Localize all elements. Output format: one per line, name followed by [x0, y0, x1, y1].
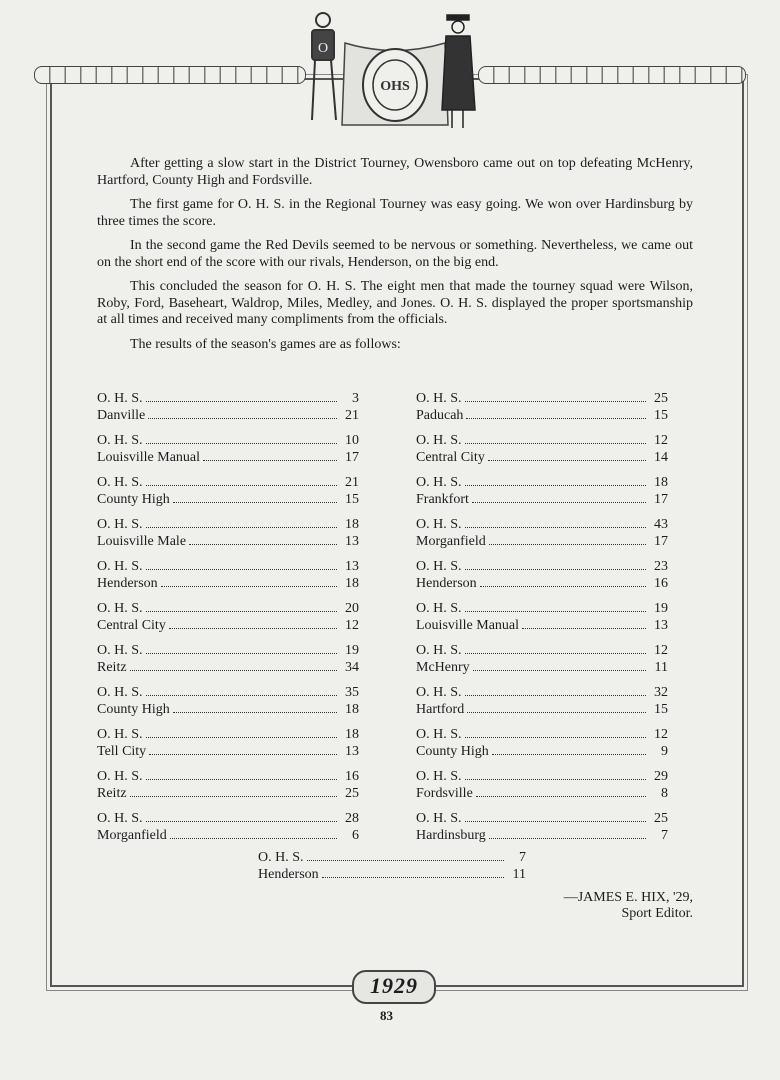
- score-line: [258, 850, 526, 867]
- score: 25: [654, 391, 668, 406]
- score-line: [416, 786, 668, 803]
- score-line: [416, 769, 668, 786]
- team-name: O. H. S.: [416, 643, 462, 658]
- game-result: [416, 391, 668, 424]
- scroll-ornament-left: [34, 66, 306, 84]
- team-name: O. H. S.: [97, 685, 143, 700]
- score: 11: [654, 659, 668, 675]
- score: 13: [345, 559, 359, 574]
- team-name: Fordsville: [416, 785, 473, 801]
- score: 6: [352, 827, 359, 843]
- game-result: [97, 517, 359, 550]
- score: 15: [654, 407, 668, 423]
- team-name: Paducah: [416, 407, 464, 423]
- score: 7: [519, 850, 526, 865]
- dot-leader: [465, 569, 646, 570]
- score: 12: [654, 727, 668, 742]
- score: 16: [654, 575, 668, 591]
- dot-leader: [465, 779, 646, 780]
- team-name: O. H. S.: [258, 850, 304, 865]
- score: 8: [661, 785, 668, 801]
- score: 25: [345, 785, 359, 801]
- game-result: [97, 601, 359, 634]
- score: 15: [345, 491, 359, 507]
- game-result: [97, 475, 359, 508]
- score-line: [258, 867, 526, 884]
- score-line: [416, 601, 668, 618]
- game-result: [416, 559, 668, 592]
- score: 43: [654, 517, 668, 532]
- score-line: [97, 408, 359, 425]
- score-line: [97, 576, 359, 593]
- game-result: [416, 433, 668, 466]
- score-line: [97, 492, 359, 509]
- team-name: O. H. S.: [97, 811, 143, 826]
- dot-leader: [307, 860, 504, 861]
- dot-leader: [466, 418, 646, 419]
- dot-leader: [472, 502, 646, 503]
- team-name: O. H. S.: [97, 643, 143, 658]
- score: 25: [654, 811, 668, 826]
- game-result: [258, 850, 526, 883]
- team-name: O. H. S.: [416, 769, 462, 784]
- team-name: County High: [416, 743, 489, 759]
- dot-leader: [465, 443, 646, 444]
- score-line: [97, 391, 359, 408]
- score-line: [416, 433, 668, 450]
- score-line: [416, 450, 668, 467]
- game-result: [97, 643, 359, 676]
- score-line: [97, 769, 359, 786]
- dot-leader: [189, 544, 337, 545]
- score: 15: [654, 701, 668, 717]
- dot-leader: [146, 611, 337, 612]
- team-name: County High: [97, 701, 170, 717]
- team-name: O. H. S.: [416, 391, 462, 406]
- team-name: O. H. S.: [97, 559, 143, 574]
- dot-leader: [465, 401, 646, 402]
- score: 12: [654, 433, 668, 448]
- scroll-ornament-right: [478, 66, 746, 84]
- team-name: O. H. S.: [416, 475, 462, 490]
- dot-leader: [203, 460, 337, 461]
- dot-leader: [480, 586, 646, 587]
- results-final-game: [258, 850, 526, 892]
- results-column-right: [416, 391, 668, 853]
- team-name: Reitz: [97, 785, 127, 801]
- game-result: [416, 769, 668, 802]
- score-line: [97, 660, 359, 677]
- game-result: [97, 811, 359, 844]
- score: 9: [661, 743, 668, 759]
- score: 35: [345, 685, 359, 700]
- paragraph: The results of the season's games are as follows:: [130, 336, 401, 352]
- article-body: [97, 156, 693, 361]
- score: 12: [654, 643, 668, 658]
- game-result: [416, 643, 668, 676]
- dot-leader: [465, 821, 646, 822]
- author-title: Sport Editor.: [621, 906, 693, 921]
- score-line: [97, 517, 359, 534]
- score-line: [416, 534, 668, 551]
- game-result: [97, 391, 359, 424]
- team-name: McHenry: [416, 659, 470, 675]
- team-name: County High: [97, 491, 170, 507]
- score: 13: [345, 743, 359, 759]
- dot-leader: [489, 544, 646, 545]
- score: 17: [654, 533, 668, 549]
- score-line: [97, 559, 359, 576]
- dot-leader: [130, 796, 337, 797]
- dot-leader: [146, 569, 337, 570]
- score-line: [416, 408, 668, 425]
- score: 21: [345, 475, 359, 490]
- paragraph: In the second game the Red Devils seemed to be nervous or something. Nevertheless, we came out on the short end of the score with our rivals, Henderson, on the big end.: [97, 238, 693, 270]
- dot-leader: [488, 460, 646, 461]
- dot-leader: [146, 485, 337, 486]
- score-line: [97, 744, 359, 761]
- game-result: [416, 685, 668, 718]
- game-result: [97, 769, 359, 802]
- score-line: [97, 618, 359, 635]
- team-name: Hardinsburg: [416, 827, 486, 843]
- dot-leader: [169, 628, 337, 629]
- score-line: [416, 391, 668, 408]
- score-line: [416, 660, 668, 677]
- score: 12: [345, 617, 359, 633]
- score-line: [97, 811, 359, 828]
- dot-leader: [146, 821, 337, 822]
- team-name: Frankfort: [416, 491, 469, 507]
- dot-leader: [146, 695, 337, 696]
- dot-leader: [465, 695, 646, 696]
- team-name: Danville: [97, 407, 146, 423]
- team-name: O. H. S.: [416, 727, 462, 742]
- dot-leader: [522, 628, 646, 629]
- dot-leader: [146, 737, 337, 738]
- team-name: Reitz: [97, 659, 127, 675]
- score-line: [97, 643, 359, 660]
- score-line: [416, 475, 668, 492]
- score: 10: [345, 433, 359, 448]
- score-line: [416, 559, 668, 576]
- results-column-left: [97, 391, 359, 853]
- dot-leader: [130, 670, 337, 671]
- score: 32: [654, 685, 668, 700]
- score: 34: [345, 659, 359, 675]
- game-result: [416, 601, 668, 634]
- team-name: Louisville Manual: [416, 617, 520, 633]
- team-name: Central City: [97, 617, 166, 633]
- score: 14: [654, 449, 668, 465]
- dot-leader: [146, 401, 337, 402]
- score-line: [416, 492, 668, 509]
- dot-leader: [492, 754, 646, 755]
- score-line: [416, 727, 668, 744]
- score: 17: [345, 449, 359, 465]
- score: 13: [654, 617, 668, 633]
- team-name: O. H. S.: [97, 517, 143, 532]
- team-name: Morganfield: [416, 533, 486, 549]
- dot-leader: [467, 712, 646, 713]
- dot-leader: [146, 779, 337, 780]
- dot-leader: [473, 670, 646, 671]
- team-name: Morganfield: [97, 827, 167, 843]
- score: 17: [654, 491, 668, 507]
- score: 19: [345, 643, 359, 658]
- score: 23: [654, 559, 668, 574]
- score-line: [97, 685, 359, 702]
- team-name: Henderson: [416, 575, 477, 591]
- team-name: Tell City: [97, 743, 147, 759]
- dot-leader: [149, 754, 337, 755]
- score-line: [416, 576, 668, 593]
- score: 18: [654, 475, 668, 490]
- game-result: [416, 517, 668, 550]
- game-result: [97, 685, 359, 718]
- score-line: [97, 450, 359, 467]
- dot-leader: [173, 712, 337, 713]
- dot-leader: [170, 838, 337, 839]
- score-line: [416, 702, 668, 719]
- score: 13: [345, 533, 359, 549]
- score: 18: [345, 701, 359, 717]
- dot-leader: [146, 527, 337, 528]
- team-name: Henderson: [258, 866, 319, 882]
- score-line: [97, 727, 359, 744]
- score-line: [97, 475, 359, 492]
- dot-leader: [161, 586, 337, 587]
- dot-leader: [322, 877, 504, 878]
- score-line: [416, 828, 668, 845]
- score-line: [416, 685, 668, 702]
- game-result: [416, 811, 668, 844]
- paragraph: This concluded the season for O. H. S. The eight men that made the tourney squad were Wilson, Roby, Ford, Baseheart, Waldrop, Miles, Medley, and Jones. O. H. S. displayed the proper sportsmanship at all times and received many compliments from the officials.: [97, 279, 693, 327]
- score: 21: [345, 407, 359, 423]
- team-name: Central City: [416, 449, 485, 465]
- athlete-figure: [312, 13, 336, 120]
- score-line: [97, 601, 359, 618]
- team-name: O. H. S.: [416, 559, 462, 574]
- score-line: [97, 534, 359, 551]
- page-number: 83: [380, 1008, 393, 1023]
- score: 7: [661, 827, 668, 843]
- dot-leader: [465, 737, 646, 738]
- school-seal: [363, 49, 427, 121]
- dot-leader: [146, 443, 337, 444]
- game-result: [416, 727, 668, 760]
- score: 18: [345, 575, 359, 591]
- dot-leader: [489, 838, 646, 839]
- dot-leader: [476, 796, 646, 797]
- team-name: O. H. S.: [416, 601, 462, 616]
- score: 16: [345, 769, 359, 784]
- author-name: —JAMES E. HIX, '29,: [563, 890, 693, 905]
- score: 29: [654, 769, 668, 784]
- game-result: [97, 559, 359, 592]
- svg-text:OHS: OHS: [380, 79, 410, 94]
- dot-leader: [465, 611, 646, 612]
- score-line: [97, 433, 359, 450]
- score-line: [97, 828, 359, 845]
- signature: [564, 890, 693, 922]
- team-name: O. H. S.: [97, 727, 143, 742]
- score: 19: [654, 601, 668, 616]
- team-name: O. H. S.: [416, 685, 462, 700]
- game-result: [416, 475, 668, 508]
- team-name: O. H. S.: [97, 433, 143, 448]
- dot-leader: [148, 418, 337, 419]
- team-name: O. H. S.: [416, 517, 462, 532]
- score-line: [416, 643, 668, 660]
- score-line: [416, 517, 668, 534]
- team-name: O. H. S.: [416, 811, 462, 826]
- team-name: Henderson: [97, 575, 158, 591]
- game-result: [97, 727, 359, 760]
- score: 3: [352, 391, 359, 406]
- score-line: [416, 744, 668, 761]
- score: 20: [345, 601, 359, 616]
- dot-leader: [146, 653, 337, 654]
- header-illustration: [300, 10, 490, 130]
- paragraph: After getting a slow start in the District Tourney, Owensboro came out on top defeating McHenry, Hartford, County High and Fordsville.: [97, 156, 693, 188]
- team-name: O. H. S.: [97, 601, 143, 616]
- score: 18: [345, 517, 359, 532]
- team-name: O. H. S.: [416, 433, 462, 448]
- score: 11: [512, 866, 526, 882]
- score-line: [416, 618, 668, 635]
- dot-leader: [465, 653, 646, 654]
- team-name: O. H. S.: [97, 475, 143, 490]
- paragraph: The first game for O. H. S. in the Regional Tourney was easy going. We won over Hardinsburg by three times the score.: [97, 197, 693, 229]
- team-name: Louisville Manual: [97, 449, 201, 465]
- score-line: [97, 702, 359, 719]
- svg-text:O: O: [317, 41, 329, 56]
- dot-leader: [465, 527, 646, 528]
- team-name: O. H. S.: [97, 769, 143, 784]
- team-name: Louisville Male: [97, 533, 187, 549]
- dot-leader: [465, 485, 646, 486]
- score-line: [416, 811, 668, 828]
- score-line: [97, 786, 359, 803]
- score: 18: [345, 727, 359, 742]
- year-badge: 1929: [352, 970, 436, 1004]
- team-name: Hartford: [416, 701, 465, 717]
- dot-leader: [173, 502, 337, 503]
- game-result: [97, 433, 359, 466]
- score: 28: [345, 811, 359, 826]
- team-name: O. H. S.: [97, 391, 143, 406]
